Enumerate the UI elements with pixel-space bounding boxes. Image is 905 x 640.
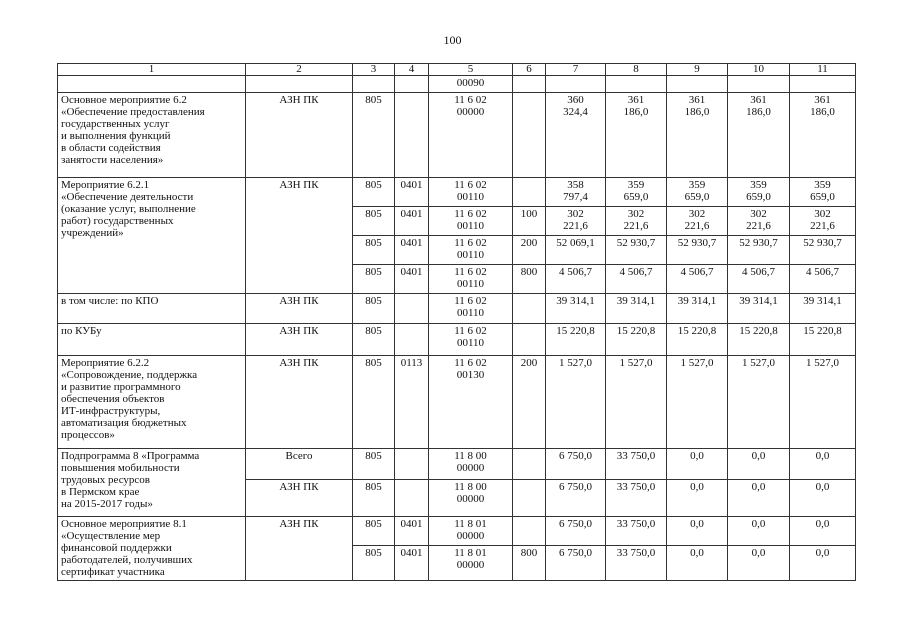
cell-expense-type — [513, 178, 546, 207]
cell-amount: 1 527,0 — [728, 356, 790, 449]
cell-amount: 33 750,0 — [606, 449, 667, 480]
cell-amount: 33 750,0 — [606, 546, 667, 581]
cell-description: Подпрограмма 8 «Программа повышения мобильности трудовых ресурсов в Пермском крае на 2015-2017 годы» — [58, 449, 246, 517]
cell-amount: 39 314,1 — [546, 294, 606, 324]
cell-amount: 52 930,7 — [728, 236, 790, 265]
cell-admin: АЗН ПК — [246, 178, 353, 294]
table-row — [58, 76, 856, 93]
cell-amount: 52 930,7 — [667, 236, 728, 265]
cell-grbs: 805 — [353, 546, 395, 581]
cell-amount: 359 659,0 — [667, 178, 728, 207]
cell-admin: АЗН ПК — [246, 356, 353, 449]
cell-section: 0401 — [395, 265, 429, 294]
page-number: 100 — [443, 33, 462, 47]
cell-amount: 39 314,1 — [606, 294, 667, 324]
cell-amount: 302 221,6 — [728, 207, 790, 236]
cell-amount: 4 506,7 — [790, 265, 856, 294]
table-row — [58, 449, 856, 480]
cell-amount: 361 186,0 — [790, 93, 856, 178]
header-cell: 8 — [606, 64, 667, 76]
cell-amount: 15 220,8 — [667, 324, 728, 356]
budget-table — [57, 63, 856, 581]
cell-amount: 39 314,1 — [667, 294, 728, 324]
cell-admin: АЗН ПК — [246, 517, 353, 581]
cell-amount: 361 186,0 — [606, 93, 667, 178]
header-cell: 1 — [58, 64, 246, 76]
cell-target-article: 11 6 02 00110 — [429, 265, 513, 294]
header-cell: 2 — [246, 64, 353, 76]
cell-amount: 361 186,0 — [728, 93, 790, 178]
cell-amount: 0,0 — [790, 546, 856, 581]
cell-amount: 15 220,8 — [606, 324, 667, 356]
cell-amount: 0,0 — [667, 546, 728, 581]
cell-expense-type: 200 — [513, 356, 546, 449]
cell-section: 0401 — [395, 207, 429, 236]
cell-expense-type — [513, 324, 546, 356]
cell-amount: 39 314,1 — [790, 294, 856, 324]
header-cell: 5 — [429, 64, 513, 76]
cell-description: по КУБу — [58, 324, 246, 356]
table-row — [58, 324, 856, 356]
cell-amount: 0,0 — [790, 480, 856, 517]
cell-section — [395, 324, 429, 356]
cell-description — [58, 76, 246, 93]
cell-amount — [667, 76, 728, 93]
cell-target-article: 11 6 02 00000 — [429, 93, 513, 178]
cell-amount: 302 221,6 — [667, 207, 728, 236]
cell-amount: 15 220,8 — [790, 324, 856, 356]
cell-expense-type — [513, 76, 546, 93]
cell-amount — [728, 76, 790, 93]
cell-target-article: 11 6 02 00130 — [429, 356, 513, 449]
cell-grbs: 805 — [353, 324, 395, 356]
table-row — [58, 294, 856, 324]
cell-amount: 360 324,4 — [546, 93, 606, 178]
cell-amount — [546, 76, 606, 93]
cell-amount: 15 220,8 — [546, 324, 606, 356]
cell-section: 0401 — [395, 546, 429, 581]
cell-amount: 52 069,1 — [546, 236, 606, 265]
header-cell: 7 — [546, 64, 606, 76]
cell-section: 0113 — [395, 356, 429, 449]
cell-amount: 0,0 — [728, 449, 790, 480]
cell-target-article: 00090 — [429, 76, 513, 93]
cell-admin: АЗН ПК — [246, 93, 353, 178]
header-cell: 3 — [353, 64, 395, 76]
header-cell: 6 — [513, 64, 546, 76]
table-row — [58, 93, 856, 178]
cell-amount: 4 506,7 — [606, 265, 667, 294]
cell-amount: 4 506,7 — [728, 265, 790, 294]
cell-expense-type: 800 — [513, 265, 546, 294]
cell-grbs: 805 — [353, 93, 395, 178]
cell-amount: 302 221,6 — [790, 207, 856, 236]
cell-grbs: 805 — [353, 449, 395, 480]
cell-expense-type — [513, 480, 546, 517]
cell-amount — [606, 76, 667, 93]
cell-amount: 0,0 — [790, 517, 856, 546]
cell-amount: 0,0 — [790, 449, 856, 480]
cell-amount: 302 221,6 — [606, 207, 667, 236]
cell-grbs: 805 — [353, 236, 395, 265]
header-cell: 9 — [667, 64, 728, 76]
cell-expense-type: 200 — [513, 236, 546, 265]
header-row — [58, 64, 856, 76]
cell-grbs: 805 — [353, 207, 395, 236]
cell-amount: 15 220,8 — [728, 324, 790, 356]
cell-section — [395, 294, 429, 324]
cell-target-article: 11 6 02 00110 — [429, 294, 513, 324]
cell-section: 0401 — [395, 517, 429, 546]
cell-amount: 359 659,0 — [790, 178, 856, 207]
cell-description: Основное мероприятие 8.1 «Осуществление мер финансовой поддержки работодателей, получивших сертификат участника — [58, 517, 246, 581]
cell-grbs: 805 — [353, 294, 395, 324]
cell-amount: 6 750,0 — [546, 480, 606, 517]
cell-description: Мероприятие 6.2.1 «Обеспечение деятельности (оказание услуг, выполнение работ) государственных учреждений» — [58, 178, 246, 294]
cell-amount: 0,0 — [728, 480, 790, 517]
header-cell: 11 — [790, 64, 856, 76]
cell-expense-type — [513, 517, 546, 546]
cell-amount: 1 527,0 — [546, 356, 606, 449]
cell-amount: 1 527,0 — [606, 356, 667, 449]
cell-amount: 359 659,0 — [728, 178, 790, 207]
header-cell: 10 — [728, 64, 790, 76]
cell-section — [395, 480, 429, 517]
cell-amount: 359 659,0 — [606, 178, 667, 207]
cell-section — [395, 449, 429, 480]
cell-amount: 0,0 — [728, 517, 790, 546]
cell-grbs: 805 — [353, 356, 395, 449]
cell-amount: 4 506,7 — [546, 265, 606, 294]
cell-amount: 0,0 — [667, 480, 728, 517]
cell-target-article: 11 8 01 00000 — [429, 517, 513, 546]
cell-expense-type — [513, 93, 546, 178]
cell-section: 0401 — [395, 236, 429, 265]
cell-amount: 6 750,0 — [546, 449, 606, 480]
cell-amount: 0,0 — [667, 517, 728, 546]
cell-description: в том числе: по КПО — [58, 294, 246, 324]
cell-target-article: 11 8 01 00000 — [429, 546, 513, 581]
cell-amount: 39 314,1 — [728, 294, 790, 324]
header-cell: 4 — [395, 64, 429, 76]
cell-amount: 6 750,0 — [546, 546, 606, 581]
cell-grbs: 805 — [353, 517, 395, 546]
cell-admin: АЗН ПК — [246, 480, 353, 517]
cell-amount — [790, 76, 856, 93]
cell-target-article: 11 6 02 00110 — [429, 207, 513, 236]
cell-grbs — [353, 76, 395, 93]
cell-grbs: 805 — [353, 178, 395, 207]
cell-amount: 0,0 — [728, 546, 790, 581]
cell-amount: 52 930,7 — [790, 236, 856, 265]
cell-amount: 33 750,0 — [606, 517, 667, 546]
table-row — [58, 178, 856, 207]
cell-admin — [246, 76, 353, 93]
cell-section: 0401 — [395, 178, 429, 207]
cell-amount: 1 527,0 — [790, 356, 856, 449]
cell-amount: 33 750,0 — [606, 480, 667, 517]
cell-amount: 4 506,7 — [667, 265, 728, 294]
cell-section — [395, 93, 429, 178]
cell-expense-type — [513, 449, 546, 480]
cell-description: Основное мероприятие 6.2 «Обеспечение предоставления государственных услуг и выполнения функций в области содействия занятости населения» — [58, 93, 246, 178]
cell-section — [395, 76, 429, 93]
table-row — [58, 517, 856, 546]
cell-expense-type: 800 — [513, 546, 546, 581]
cell-target-article: 11 6 02 00110 — [429, 236, 513, 265]
cell-amount: 6 750,0 — [546, 517, 606, 546]
cell-amount: 358 797,4 — [546, 178, 606, 207]
cell-description: Мероприятие 6.2.2 «Сопровождение, поддержка и развитие программного обеспечения объектов ИТ-инфраструктуры, автоматизация бюджетных процессов» — [58, 356, 246, 449]
cell-target-article: 11 6 02 00110 — [429, 324, 513, 356]
cell-grbs: 805 — [353, 480, 395, 517]
cell-amount: 1 527,0 — [667, 356, 728, 449]
table-row — [58, 356, 856, 449]
cell-amount: 302 221,6 — [546, 207, 606, 236]
cell-target-article: 11 6 02 00110 — [429, 178, 513, 207]
cell-admin: АЗН ПК — [246, 294, 353, 324]
cell-amount: 52 930,7 — [606, 236, 667, 265]
cell-target-article: 11 8 00 00000 — [429, 449, 513, 480]
cell-admin: Всего — [246, 449, 353, 480]
cell-amount: 0,0 — [667, 449, 728, 480]
cell-admin: АЗН ПК — [246, 324, 353, 356]
cell-amount: 361 186,0 — [667, 93, 728, 178]
cell-target-article: 11 8 00 00000 — [429, 480, 513, 517]
cell-expense-type — [513, 294, 546, 324]
cell-grbs: 805 — [353, 265, 395, 294]
cell-expense-type: 100 — [513, 207, 546, 236]
